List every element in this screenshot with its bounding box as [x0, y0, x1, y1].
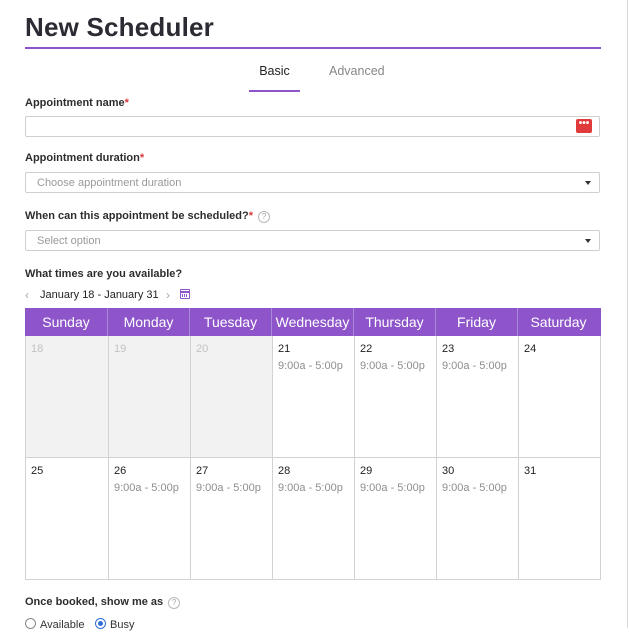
availability-slot[interactable]: 9:00a - 5:00p: [278, 482, 343, 494]
chevron-down-icon: [585, 239, 591, 243]
required-mark: *: [139, 152, 145, 164]
tab-advanced[interactable]: Advanced: [329, 64, 385, 78]
busy-radio[interactable]: [95, 618, 106, 629]
availability-slot[interactable]: 9:00a - 5:00p: [360, 482, 425, 494]
day-header-sunday: Sunday: [42, 314, 90, 330]
day-number: 25: [31, 465, 44, 477]
appointment-duration-label-text: Appointment duration: [25, 152, 140, 164]
calendar-day-cell[interactable]: [272, 458, 354, 579]
calendar-week: [26, 458, 600, 580]
available-radio[interactable]: [25, 618, 36, 629]
availability-slot[interactable]: 9:00a - 5:00p: [114, 482, 179, 494]
required-mark: *: [248, 210, 253, 222]
appointment-duration-label: [25, 152, 144, 164]
title-divider: [25, 47, 601, 49]
availability-label: What times are you available?: [25, 268, 183, 280]
calendar-day-cell[interactable]: [108, 458, 190, 579]
calendar-week: [26, 336, 600, 458]
calendar-day-cell: [108, 336, 190, 457]
availability-slot[interactable]: 9:00a - 5:00p: [442, 360, 507, 372]
day-number: 26: [114, 465, 127, 477]
day-number: 20: [196, 343, 209, 355]
availability-calendar: [25, 308, 601, 580]
active-tab-indicator: [249, 90, 300, 92]
calendar-day-cell: [26, 336, 108, 457]
day-number: 18: [31, 343, 44, 355]
day-number: 29: [360, 465, 373, 477]
available-radio-label[interactable]: Available: [40, 619, 85, 631]
date-range-label: January 18 - January 31: [40, 289, 159, 301]
schedule-window-placeholder: Select option: [37, 235, 101, 247]
calendar-body: [25, 336, 601, 580]
chevron-down-icon: [585, 181, 591, 185]
help-icon[interactable]: ?: [258, 211, 270, 223]
day-number: 31: [524, 465, 537, 477]
busy-radio-label[interactable]: Busy: [110, 619, 135, 631]
availability-slot[interactable]: 9:00a - 5:00p: [360, 360, 425, 372]
availability-slot[interactable]: 9:00a - 5:00p: [196, 482, 261, 494]
day-header-monday: Monday: [107, 308, 189, 336]
appointment-duration-placeholder: Choose appointment duration: [37, 177, 182, 189]
calendar-header: [25, 308, 601, 336]
calendar-day-cell[interactable]: [190, 458, 272, 579]
day-number: 27: [196, 465, 209, 477]
calendar-day-cell[interactable]: [354, 458, 436, 579]
calendar-day-cell[interactable]: [436, 458, 518, 579]
day-header-saturday: Saturday: [517, 308, 599, 336]
required-mark: *: [124, 97, 129, 109]
availability-slot[interactable]: 9:00a - 5:00p: [442, 482, 507, 494]
day-number: 24: [524, 343, 537, 355]
calendar-day-cell[interactable]: [518, 336, 600, 457]
day-number: 19: [114, 343, 127, 355]
calendar-day-cell[interactable]: [354, 336, 436, 457]
calendar-icon[interactable]: [180, 289, 190, 299]
help-icon[interactable]: ?: [168, 597, 180, 609]
day-number: 28: [278, 465, 291, 477]
schedule-window-select[interactable]: [25, 230, 600, 251]
day-header-thursday: Thursday: [353, 308, 435, 336]
calendar-day-cell[interactable]: [436, 336, 518, 457]
calendar-day-cell: [190, 336, 272, 457]
day-number: 21: [278, 343, 291, 355]
next-range-button[interactable]: ›: [166, 288, 170, 302]
appointment-name-label: [25, 97, 129, 109]
calendar-day-cell[interactable]: [26, 458, 108, 579]
booking-status-label-text: Once booked, show me as: [25, 596, 164, 608]
booking-status-label: [25, 596, 180, 609]
calendar-day-cell[interactable]: [272, 336, 354, 457]
appointment-duration-select[interactable]: [25, 172, 600, 193]
tab-basic[interactable]: Basic: [259, 64, 290, 78]
day-header-wednesday: Wednesday: [271, 308, 353, 336]
page-title: New Scheduler: [25, 12, 214, 42]
day-number: 23: [442, 343, 455, 355]
appointment-name-label-text: Appointment name: [25, 97, 125, 109]
window-edge: [627, 0, 628, 628]
schedule-window-label: [25, 210, 270, 223]
schedule-window-label-text: When can this appointment be scheduled?: [25, 210, 249, 222]
appointment-name-input[interactable]: [25, 116, 600, 137]
day-header-tuesday: Tuesday: [189, 308, 271, 336]
more-dots-icon[interactable]: •••: [576, 119, 592, 133]
day-number: 22: [360, 343, 373, 355]
calendar-day-cell[interactable]: [518, 458, 600, 579]
availability-slot[interactable]: 9:00a - 5:00p: [278, 360, 343, 372]
day-header-friday: Friday: [435, 308, 517, 336]
prev-range-button[interactable]: ‹: [25, 288, 29, 302]
day-number: 30: [442, 465, 455, 477]
